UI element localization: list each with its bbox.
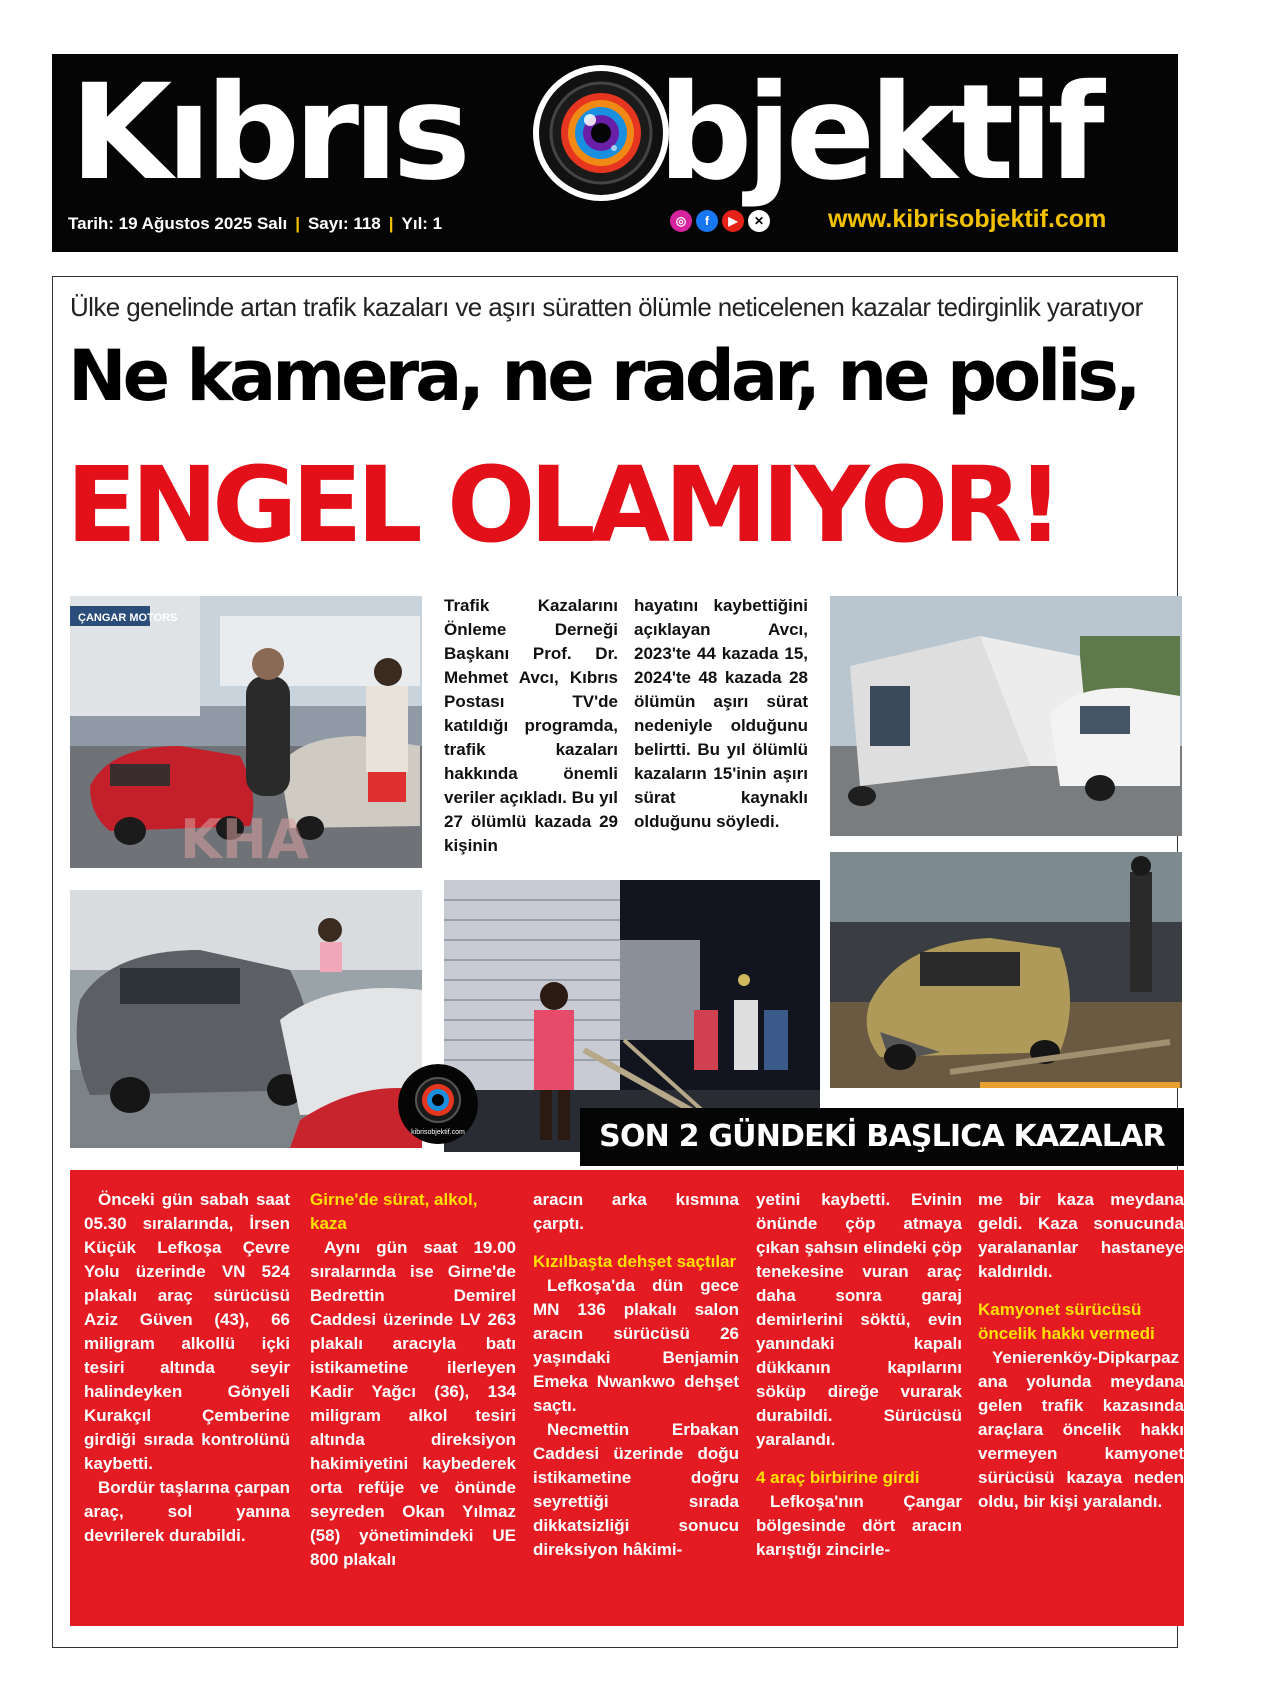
issue-info [68,214,442,234]
col3-paragraph-3: Necmettin Erbakan Caddesi üzerinde doğu istikametine doğru seyrettiği sırada dikkatsizliği sonucu direksiyon hâkimi- [533,1420,739,1559]
issue-number: Sayı: 118 [307,214,381,233]
masthead [52,54,1178,252]
accident-column-4 [756,1188,962,1562]
col5-subhead: Kamyonet sürücüsü öncelik hakkı vermedi [978,1300,1155,1343]
col1-paragraph-2: Bordür taşlarına çarpan araç, sol yanına devrilerek durabildi. [84,1478,290,1545]
col1-paragraph-1: Önceki gün sabah saat 05.30 sıralarında, İrsen Küçük Lefkoşa Çevre Yolu üzerinde VN 524 plakalı araç sürücüsü Aziz Güven (43), 66 miligram alkollü içki tesiri altında seyir halindeyken Gönyeli Kurakçıl Çemberine girdiği sırada kontrolünü kaybetti. [84,1190,290,1473]
col3-paragraph-2: Lefkoşa'da dün gece MN 136 plakalı salon aracın sürücüsü 26 yaşındaki Benjamin Emeka Nwankwo dehşet saçtı. [533,1276,739,1415]
instagram-icon[interactable]: ◎ [670,210,692,232]
accident-column-1 [84,1188,290,1548]
separator: | [388,214,394,233]
x-icon[interactable]: ✕ [748,210,770,232]
headline-line1: Ne kamera, ne radar, ne polis, [68,335,1138,417]
accident-column-3 [533,1188,739,1562]
col5-paragraph-1: me bir kaza meydana geldi. Kaza sonucunda yaralananlar hastaneye kaldırıldı. [978,1190,1184,1281]
col2-subhead: Girne'de sürat, alkol, kaza [310,1190,478,1233]
kicker: Ülke genelinde artan trafik kazaları ve aşırı süratten ölümle neticelenen kazalar tedirginlik yaratıyor [70,292,1143,322]
headline-line2: ENGEL OLAMIYOR! [66,444,1058,566]
brand-name-right: bjektif [658,56,1099,210]
badge-caption: kibrisobjektif.com [411,1129,465,1136]
photo-grey-car-collision [70,890,422,1148]
separator: | [295,214,300,233]
facebook-icon[interactable]: f [696,210,718,232]
intro-column-2: hayatını kaybettiğini açıklayan Avcı, 2023'te 44 kazada 15, 2024'te 48 kazada 28 ölümün aşırı sürat nedeniyle olduğunu belirtti. Bu yıl ölümlü kazaların 15'inin aşırı sürat kaynaklı olduğunu söyledi. [634,596,808,831]
youtube-icon[interactable]: ▶ [722,210,744,232]
col5-paragraph-2: Yenierenköy-Dipkarpaz ana yolunda meydana gelen trafik kazasında araçlara öncelik hakkı vermeyen kamyonet sürücüsü kazaya neden oldu, bir kişi yaralandı. [978,1348,1184,1511]
col4-paragraph-2: Lefkoşa'nın Çangar bölgesinde dört aracın karıştığı zincirle- [756,1492,962,1559]
social-icons [670,210,770,232]
col3-paragraph-1: aracın arka kısmına çarptı. [533,1190,739,1233]
issue-year: Yıl: 1 [401,214,443,233]
col4-paragraph-1: yetini kaybetti. Evinin önünde çöp atmaya çıkan şahsın elindeki çöp tenekesine vuran araç daha sonra garaj demirlerini söktü, evin yanındaki kapalı dükkanın kapılarını söküp direğe vurarak durabildi. Sürücüsü yaralandı. [756,1190,962,1449]
accident-column-5 [978,1188,1184,1514]
kibrisobjektif-badge-logo-icon [398,1064,478,1144]
col3-subhead: Kızılbaşta dehşet saçtılar [533,1252,737,1271]
website-link[interactable]: www.kibrisobjektif.com [828,205,1107,233]
col4-subhead: 4 araç birbirine girdi [756,1468,920,1487]
accident-column-2 [310,1188,516,1572]
col2-paragraph-1: Aynı gün saat 19.00 sıralarında ise Girne'de Bedrettin Demirel Caddesi üzerinde LV 263 plakalı aracıyla batı istikametine ilerleyen Kadir Yağcı (36), 134 miligram alkol tesiri altında direksiyon hakimiyetini kaybederek orta refüje ve önünde seyreden Okan Yılmaz (58) yönetimindeki UE 800 plakalı [310,1238,516,1569]
camera-lens-logo-icon [530,62,672,204]
section-tag: SON 2 GÜNDEKİ BAŞLICA KAZALAR [580,1108,1184,1166]
photo-overturned-truck [830,596,1182,836]
brand-name-left: Kıbrıs [70,56,465,210]
issue-date: Tarih: 19 Ağustos 2025 Salı [68,214,288,233]
watermark-text: KHA [180,808,309,868]
sign-text: ÇANGAR MOTORS [78,612,178,624]
photo-gold-car-night [830,852,1182,1088]
photo-cangar-accident [70,596,422,868]
intro-column-1: Trafik Kazalarını Önleme Derneği Başkanı Prof. Dr. Mehmet Avcı, Kıbrıs Postası TV'de katıldığı programda, trafik kazaları hakkında önemli veriler açıkladı. Bu yıl 27 ölümlü kazada 29 kişinin [444,596,618,855]
